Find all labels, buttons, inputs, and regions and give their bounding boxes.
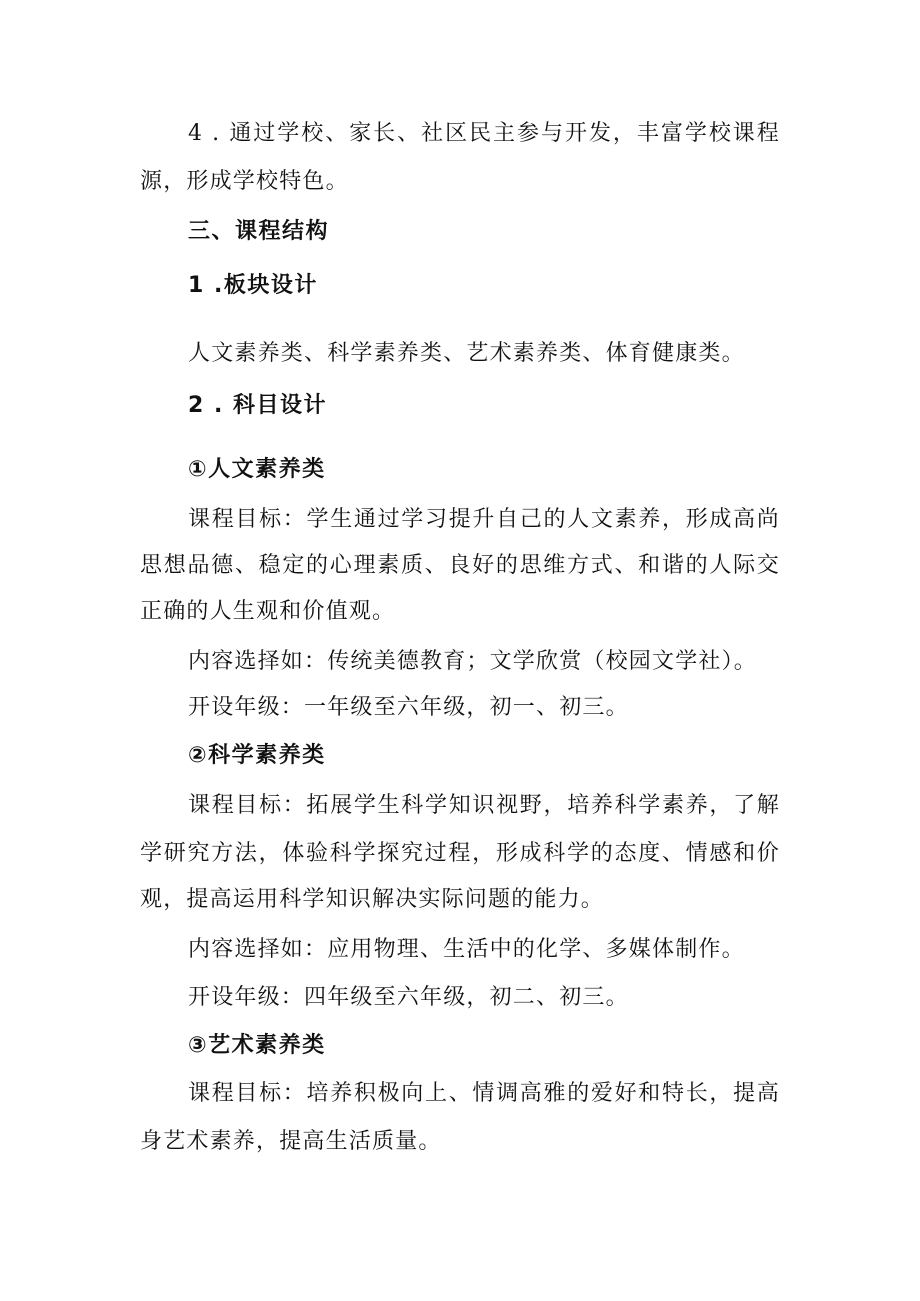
- science-content: 内容选择如：应用物理、生活中的化学、多媒体制作。: [188, 937, 745, 962]
- science-goal-line-3: 观，提高运用科学知识解决实际问题的能力。: [140, 887, 605, 912]
- subsection-1-text: 人文素养类、科学素养类、艺术素养类、体育健康类。: [188, 341, 745, 366]
- paragraph-4-line-2: 源，形成学校特色。: [140, 169, 349, 194]
- humanities-goal-line-2: 思想品德、稳定的心理素质、良好的思维方式、和谐的人际交: [140, 553, 780, 578]
- humanities-grades: 开设年级：一年级至六年级，初一、初三。: [188, 695, 629, 720]
- science-heading: ②科学素养类: [188, 743, 326, 768]
- paragraph-4-line-1: 4 . 通过学校、家长、社区民主参与开发，丰富学校课程: [188, 121, 780, 146]
- section-3-heading: 三、课程结构: [188, 219, 330, 244]
- arts-goal-line-2: 身艺术素养，提高生活质量。: [140, 1129, 442, 1154]
- humanities-content: 内容选择如：传统美德教育；文学欣赏（校园文学社）。: [188, 649, 758, 674]
- science-grades: 开设年级：四年级至六年级，初二、初三。: [188, 985, 629, 1010]
- humanities-goal-line-1: 课程目标：学生通过学习提升自己的人文素养，形成高尚: [188, 507, 780, 532]
- arts-goal-line-1: 课程目标：培养积极向上、情调高雅的爱好和特长，提高: [188, 1081, 780, 1106]
- humanities-goal-line-3: 正确的人生观和价值观。: [140, 599, 396, 624]
- subsection-2-heading: 2 . 科目设计: [188, 393, 327, 418]
- subsection-1-heading: 1 .板块设计: [188, 273, 318, 298]
- science-goal-line-2: 学研究方法，体验科学探究过程，形成科学的态度、情感和价: [140, 841, 780, 866]
- science-goal-line-1: 课程目标：拓展学生科学知识视野，培养科学素养，了解: [188, 793, 780, 818]
- humanities-heading: ①人文素养类: [188, 457, 326, 482]
- arts-heading: ③艺术素养类: [188, 1033, 326, 1058]
